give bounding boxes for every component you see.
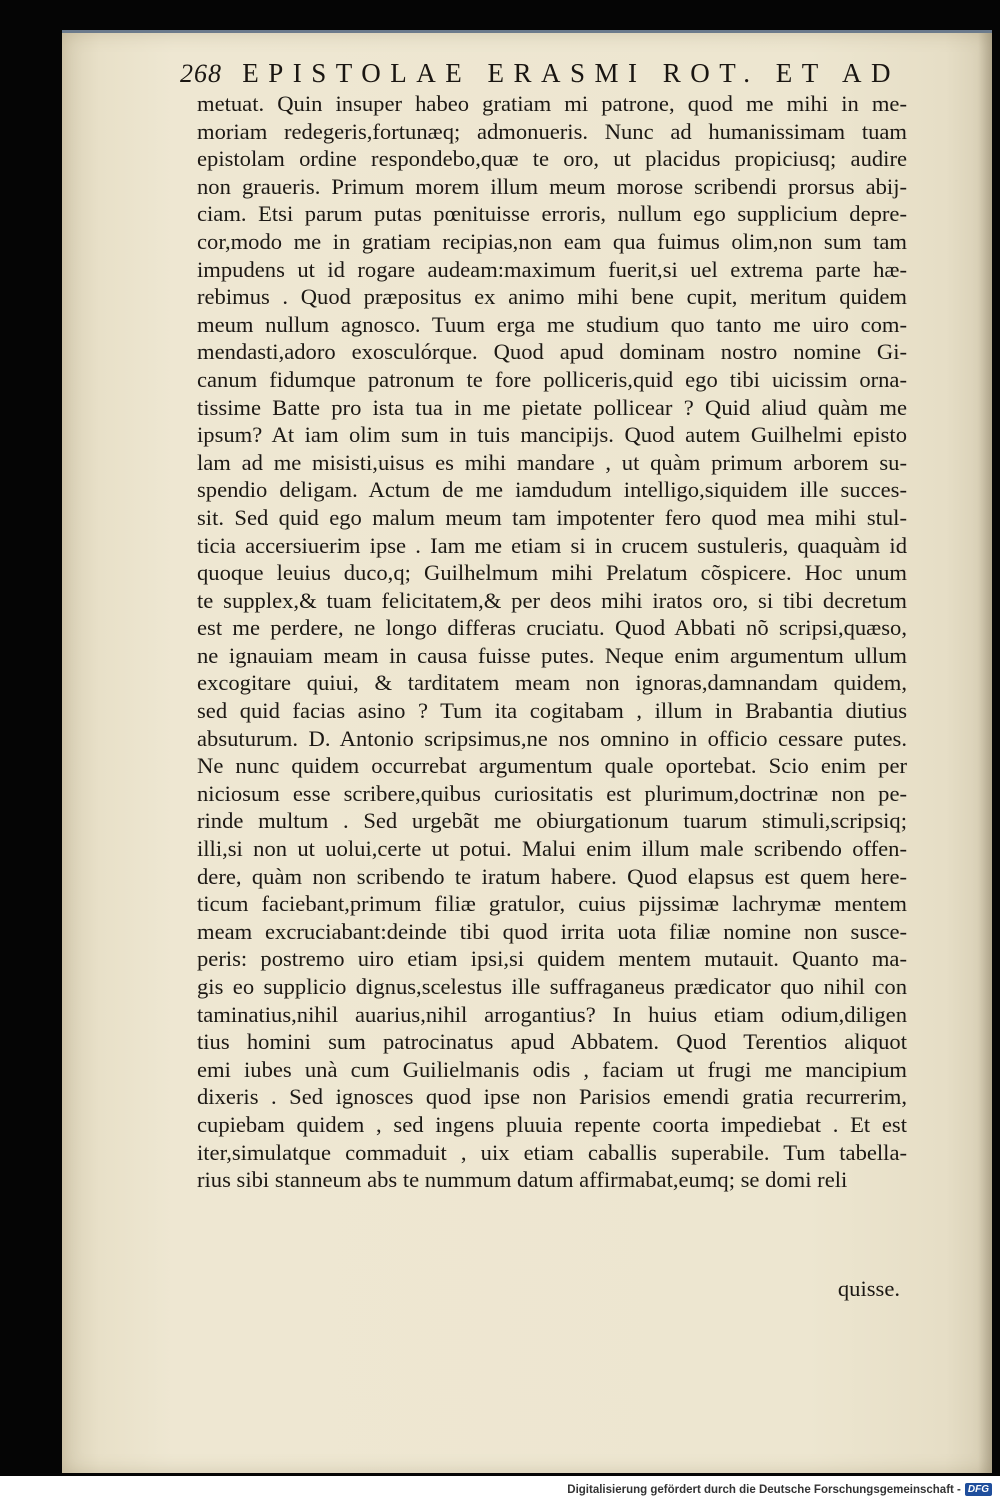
text-line: ticia accersiuerim ipse . Iam me etiam si in crucem sustuleris, quaquàm id bbox=[197, 532, 907, 558]
text-line: peris: postremo uiro etiam ipsi,si quidem mentem mutauit. Quanto ma- bbox=[197, 946, 907, 972]
dfg-logo: DFG bbox=[965, 1483, 992, 1496]
text-line: rius sibi stanneum abs te nummum datum affirmabat,eumq; se domi reli bbox=[197, 1167, 848, 1193]
text-line: iter,simulatque commaduit , uix etiam caballis superabile. Tum tabella- bbox=[197, 1139, 907, 1165]
text-line: meam excruciabant:deinde tibi quod irrita uota filiæ nomine non susce- bbox=[197, 918, 907, 944]
running-head bbox=[180, 58, 900, 89]
text-line: tissime Batte pro ista tua in me pietate pollicear ? Quid aliud quàm me bbox=[197, 394, 907, 420]
text-line: sed quid facias asino ? Tum ita cogitabam , illum in Brabantia diutius bbox=[197, 698, 907, 724]
catchword: quisse. bbox=[837, 1276, 900, 1301]
text-line: rebimus . Quod præpositus ex animo mihi bene cupit, meritum quidem bbox=[197, 284, 907, 310]
text-line: absuturum. D. Antonio scripsimus,ne nos omnino in officio cessare putes. bbox=[197, 725, 907, 751]
text-line: non graueris. Primum morem illum meum morose scribendi prorsus abij- bbox=[197, 173, 907, 199]
text-line: te supplex,& tuam felicitatem,& per deos mihi iratos oro, si tibi decretum bbox=[197, 587, 907, 613]
running-title: EPISTOLAE ERASMI ROT. ET AD bbox=[242, 58, 900, 88]
text-line: spendio deligam. Actum de me iamdudum intelligo,siquidem ille succes- bbox=[197, 477, 907, 503]
text-line: meum nullum agnosco. Tuum erga me studium quo tanto me uiro com- bbox=[197, 311, 907, 337]
text-line: cor,modo me in gratiam recipias,non eam qua fuimus olim,non sum tam bbox=[197, 228, 907, 254]
text-line: canum fidumque patronum te fore polliceris,quid ego tibi uicissim orna- bbox=[197, 366, 907, 392]
text-line: rinde multum . Sed urgebãt me obiurgationum tuarum stimuli,scripsiq; bbox=[197, 808, 907, 834]
text-line: moriam redegeris,fortunæq; admonueris. Nunc ad humanissimam tuam bbox=[197, 118, 907, 144]
text-line: Ne nunc quidem occurrebat argumentum quale oportebat. Scio enim per bbox=[197, 753, 907, 779]
text-line: est me perdere, ne longo differas cruciatu. Quod Abbati nõ scripsi,quæso, bbox=[197, 615, 907, 641]
text-line: tius homini sum patrocinatus apud Abbatem. Quod Terentios aliquot bbox=[197, 1029, 907, 1055]
text-line: ciam. Etsi parum putas pœnituisse erroris, nullum ego supplicium depre- bbox=[197, 201, 907, 227]
funding-note: Digitalisierung gefördert durch die Deutsche Forschungsgemeinschaft - bbox=[567, 1483, 961, 1496]
text-line: ticum faciebant,primum filiæ gratulor, cuius pijssimæ lachrymæ mentem bbox=[197, 891, 907, 917]
digitization-footer bbox=[0, 1476, 1000, 1503]
text-line: metuat. Quin insuper habeo gratiam mi patrone, quod me mihi in me- bbox=[197, 91, 907, 116]
text-line: excogitare quiui, & tarditatem meam non ignoras,damnandam quidem, bbox=[197, 670, 907, 696]
text-line: lam ad me misisti,uisus es mihi mandare , ut quàm primum arborem su- bbox=[197, 449, 907, 475]
text-line: epistolam ordine respondebo,quæ te oro, ut placidus propiciusq; audire bbox=[197, 146, 907, 172]
text-line: quoque leuius duco,q; Guilhelmum mihi Prelatum cõspicere. Hoc unum bbox=[197, 560, 907, 586]
text-line: gis eo supplicio dignus,scelestus ille suffraganeus prædicator quo nihil con bbox=[197, 974, 907, 999]
text-line: ipsum? At iam olim sum in tuis mancipijs. Quod autem Guilhelmi episto bbox=[197, 422, 907, 448]
page-edge-shadow bbox=[978, 33, 992, 1473]
text-line: ne ignauiam meam in causa fuisse putes. Neque enim argumentum ullum bbox=[197, 642, 907, 668]
text-block bbox=[197, 90, 907, 1194]
text-line: taminatius,nihil auarius,nihil arrogantius? In huius etiam odium,diligen bbox=[197, 1001, 907, 1027]
text-line: illi,si non ut uolui,certe ut potui. Malui enim illum male scribendo offen- bbox=[197, 836, 907, 862]
text-line: dixeris . Sed ignosces quod ipse non Parisios emendi gratia recurrerim, bbox=[197, 1084, 907, 1110]
text-line: sit. Sed quid ego malum meum tam impotenter fero quod mea mihi stul- bbox=[197, 504, 907, 530]
text-line: emi iubes unà cum Guilielmanis odis , faciam ut frugi me mancipium bbox=[197, 1056, 907, 1082]
text-line: mendasti,adoro exosculórque. Quod apud dominam nostro nomine Gi- bbox=[197, 339, 907, 365]
page-number: 268 bbox=[180, 59, 222, 88]
text-line: cupiebam quidem , sed ingens pluuia repente coorta impediebat . Et est bbox=[197, 1111, 907, 1137]
text-line: dere, quàm non scribendo te iratum habere. Quod elapsus est quem here- bbox=[197, 863, 907, 889]
text-line: niciosum esse scribere,quibus curiositatis est plurimum,doctrinæ non pe- bbox=[197, 780, 907, 806]
text-line: impudens ut id rogare audeam:maximum fuerit,si uel extrema parte hæ- bbox=[197, 256, 907, 282]
